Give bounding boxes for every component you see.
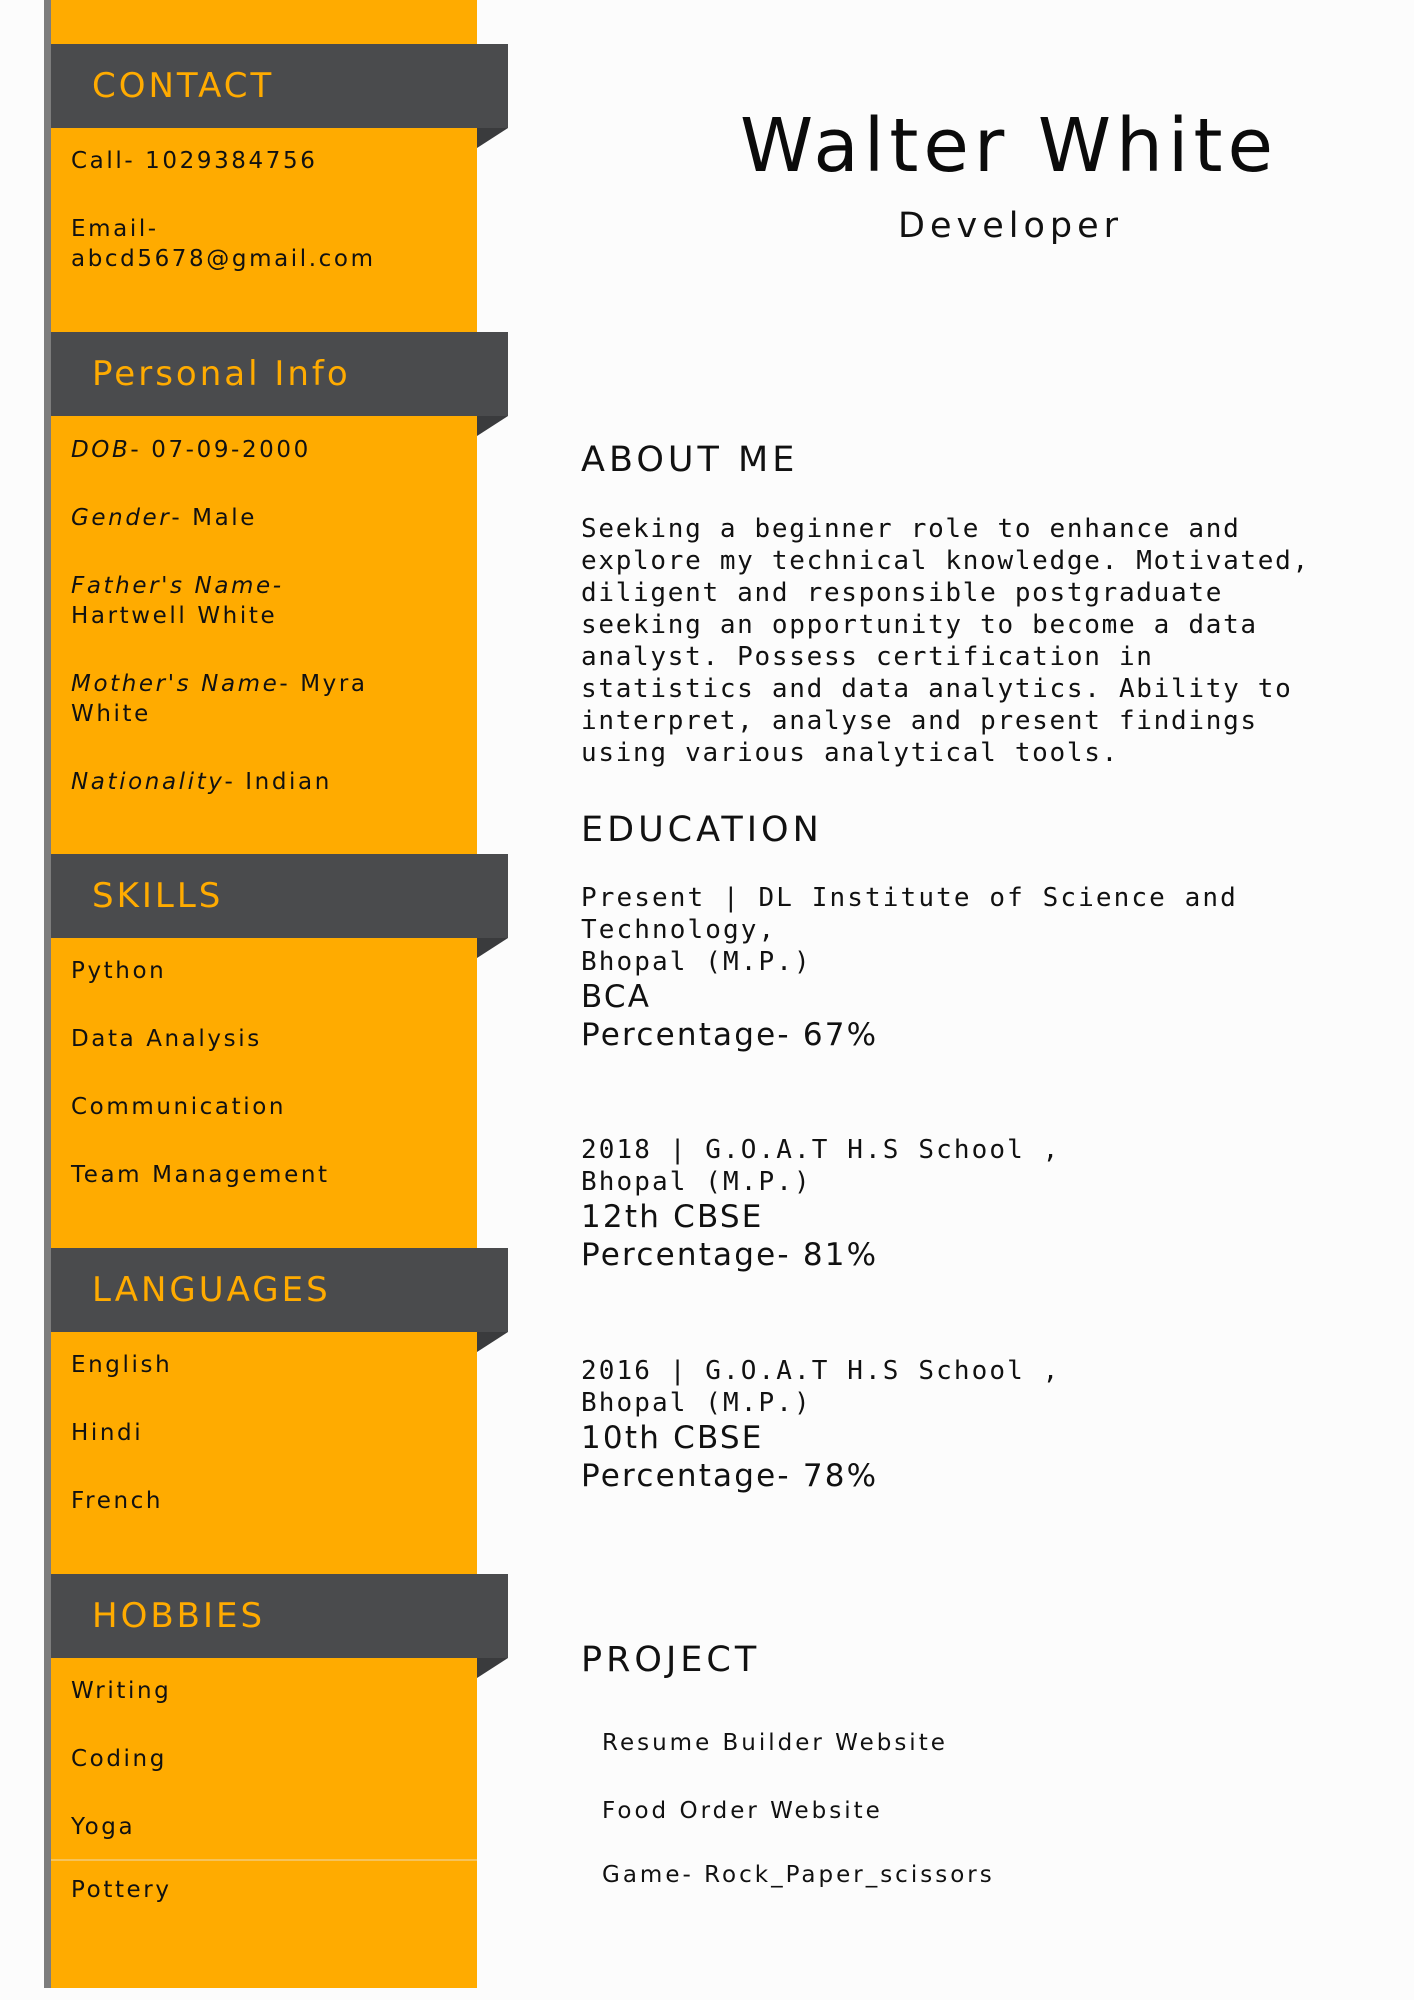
personal-dob: DOB- 07-09-2000: [71, 437, 311, 463]
personal-father-name: Father's Name- Hartwell White: [71, 573, 284, 629]
education-location: Bhopal (M.P.): [581, 947, 812, 977]
sidebar-edge: [44, 0, 51, 1988]
education-degree: 12th CBSE: [581, 1199, 764, 1235]
contact-email-value: abcd5678@gmail.com: [71, 246, 376, 272]
candidate-role: Developer: [898, 206, 1124, 246]
languages-banner-fold: [477, 1332, 508, 1352]
education-entry: [581, 882, 1281, 1054]
hobby-item: Pottery: [71, 1877, 172, 1903]
hobby-item: Coding: [71, 1746, 167, 1772]
language-item: English: [71, 1352, 173, 1378]
education-location: Bhopal (M.P.): [581, 1167, 812, 1197]
project-heading: PROJECT: [581, 1640, 761, 1680]
personal-gender: Gender- Male: [71, 505, 258, 531]
education-entry: [581, 1134, 1281, 1274]
contact-banner-fold: [477, 128, 508, 148]
education-institution: 2018 | G.O.A.T H.S School ,: [581, 1135, 1061, 1165]
contact-email-label: Email-: [71, 216, 159, 242]
education-location: Bhopal (M.P.): [581, 1388, 812, 1418]
skills-heading: SKILLS: [51, 854, 508, 938]
about-text: Seeking a beginner role to enhance and explore my technical knowledge. Motivated, diligent and responsible postgraduate seeking an opportunity to become a data analyst. Possess certification in statistics and data analytics. Ability to interpret, analyse and present findings using various analytical tools.: [581, 514, 1310, 768]
personal-mother-name: Mother's Name- Myra White: [71, 671, 368, 727]
skill-item: Team Management: [71, 1162, 330, 1188]
education-degree: BCA: [581, 979, 652, 1015]
education-institution: 2016 | G.O.A.T H.S School ,: [581, 1356, 1061, 1386]
language-item: Hindi: [71, 1420, 144, 1446]
project-item: Food Order Website: [602, 1798, 883, 1824]
skill-item: Python: [71, 958, 167, 984]
hobbies-divider: [51, 1859, 477, 1861]
skills-banner-fold: [477, 938, 508, 958]
language-item: French: [71, 1488, 164, 1514]
hobbies-banner-fold: [477, 1658, 508, 1678]
contact-phone: Call- 1029384756: [71, 148, 318, 174]
education-entry: [581, 1355, 1281, 1495]
education-institution-cont: Technology,: [581, 915, 777, 945]
project-item: Game- Rock_Paper_scissors: [602, 1862, 995, 1888]
personal-nationality: Nationality- Indian: [71, 769, 332, 795]
hobby-item: Writing: [71, 1678, 172, 1704]
about-heading: ABOUT ME: [581, 440, 799, 480]
hobby-item: Yoga: [71, 1814, 136, 1840]
education-institution: Present | DL Institute of Science and: [581, 883, 1238, 913]
contact-heading: CONTACT: [51, 44, 508, 128]
skill-item: Communication: [71, 1094, 287, 1120]
project-item: Resume Builder Website: [602, 1730, 948, 1756]
education-percentage: Percentage- 78%: [581, 1458, 879, 1494]
personal-banner-fold: [477, 416, 508, 436]
education-degree: 10th CBSE: [581, 1420, 764, 1456]
languages-heading: LANGUAGES: [51, 1248, 508, 1332]
education-heading: EDUCATION: [581, 810, 823, 850]
education-percentage: Percentage- 67%: [581, 1017, 879, 1053]
education-percentage: Percentage- 81%: [581, 1237, 879, 1273]
personal-info-heading: Personal Info: [51, 332, 508, 416]
candidate-name: Walter White: [740, 103, 1279, 189]
hobbies-heading: HOBBIES: [51, 1574, 508, 1658]
skill-item: Data Analysis: [71, 1026, 262, 1052]
